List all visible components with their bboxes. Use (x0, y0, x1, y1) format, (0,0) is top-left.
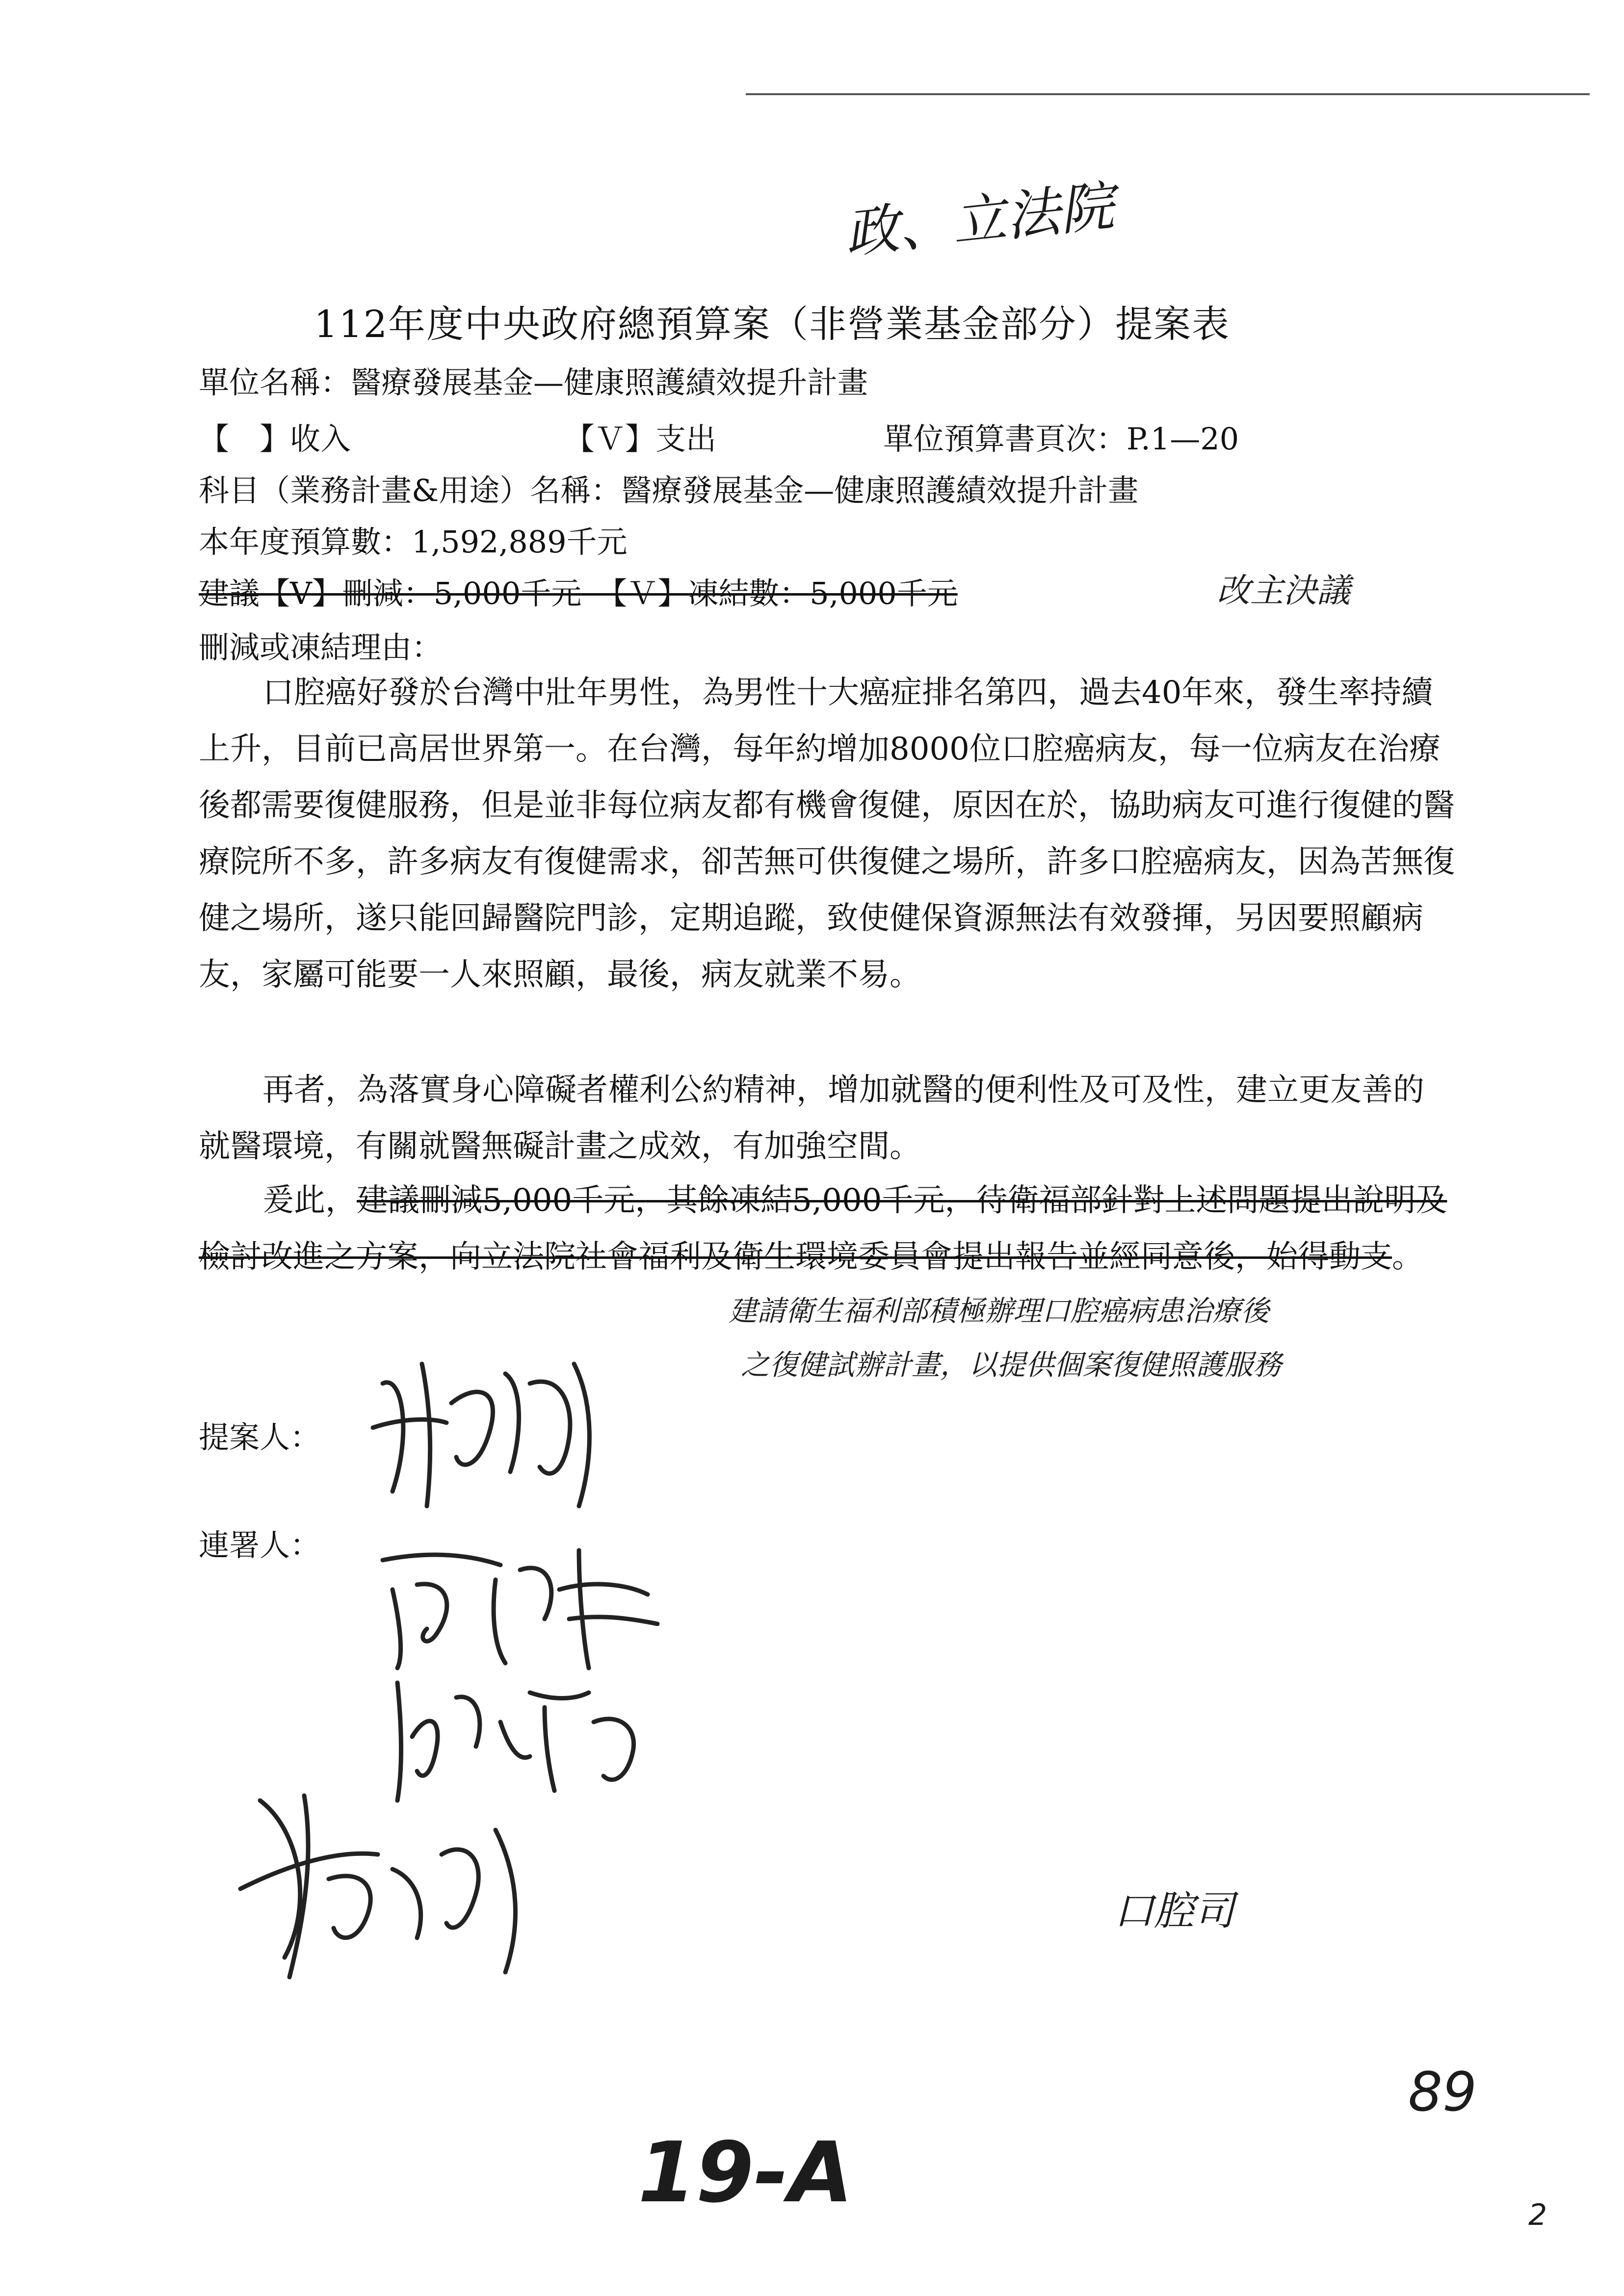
proposal-line-struck: 建議【V】刪減：5,000千元 【Ｖ】凍結數：5,000千元 (199, 575, 958, 611)
corner-mark: 2 (1528, 2198, 1547, 2232)
proposer-signature (363, 1344, 608, 1521)
income-checkbox: 【 】收入 (199, 421, 351, 457)
paragraph-3-prefix: 爰此， (262, 1182, 357, 1219)
paragraph-2-text: 再者，為落實身心障礙者權利公約精神，增加就醫的便利性及可及性，建立更友善的就醫環境，有關就醫無礙計畫之成效，有加強空間。 (199, 1072, 1424, 1165)
page-title: 112年度中央政府總預算案（非營業基金部分）提案表 (314, 302, 1231, 346)
document-code: 19-A (638, 2124, 853, 2221)
page-reference: 單位預算書頁次：P.1—20 (883, 421, 1239, 457)
reason-paragraph-3 (199, 1173, 1455, 1285)
unit-name: 單位名稱：醫療發展基金—健康照護績效提升計畫 (199, 365, 868, 400)
handwritten-top-note: 政、立法院 (841, 174, 1117, 265)
handwritten-addition-line-1: 建請衛生福利部積極辦理口腔癌病患治療後 (729, 1294, 1270, 1328)
handwritten-addition-line-2: 之復健試辦計畫，以提供個案復健照護服務 (741, 1348, 1282, 1382)
cosigner-label: 連署人： (199, 1527, 321, 1563)
cosigner-signature-3 (231, 1781, 535, 1987)
reason-paragraph-2 (199, 1062, 1455, 1175)
page-number: 89 (1408, 2061, 1477, 2123)
handwritten-change-note: 改主決議 (1217, 572, 1351, 610)
budget-amount: 本年度預算數：1,592,889千元 (199, 524, 628, 560)
handwritten-bottom-note: 口腔司 (1114, 1888, 1234, 1934)
subject-name: 科目（業務計畫&用途）名稱：醫療發展基金—健康照護績效提升計畫 (199, 472, 1139, 508)
paragraph-1-text: 口腔癌好發於台灣中壯年男性，為男性十大癌症排名第四，過去40年來，發生率持續上升，目前已高居世界第一。在台灣，每年約增加8000位口腔癌病友，每一位病友在治療後都需要復健服務，但是並非每位病友都有機會復健，原因在於，協助病友可進行復健的醫療院所不多，許多病友有復健需求，卻苦無可供復健之場所，許多口腔癌病友，因為苦無復健之場所，遂只能回歸醫院門診，定期追蹤，致使健保資源無法有效發揮，另因要照顧病友，家屬可能要一人來照顧，最後，病友就業不易。 (199, 675, 1455, 993)
top-rule (746, 93, 1590, 95)
paragraph-3-struck-text: 建議刪減5,000千元，其餘凍結5,000千元，待衛福部針對上述問題提出說明及檢討改進之方案，向立法院社會福利及衛生環境委員會提出報告並經同意後，始得動支 (199, 1182, 1447, 1275)
cosigner-signature-1 (373, 1521, 677, 1678)
reason-paragraph-1 (199, 665, 1455, 1003)
paragraph-3-suffix: 。 (1392, 1239, 1423, 1275)
reason-label: 刪減或凍結理由： (199, 629, 443, 665)
proposer-label: 提案人： (199, 1419, 321, 1455)
expense-checkbox: 【Ｖ】支出 (564, 421, 717, 457)
